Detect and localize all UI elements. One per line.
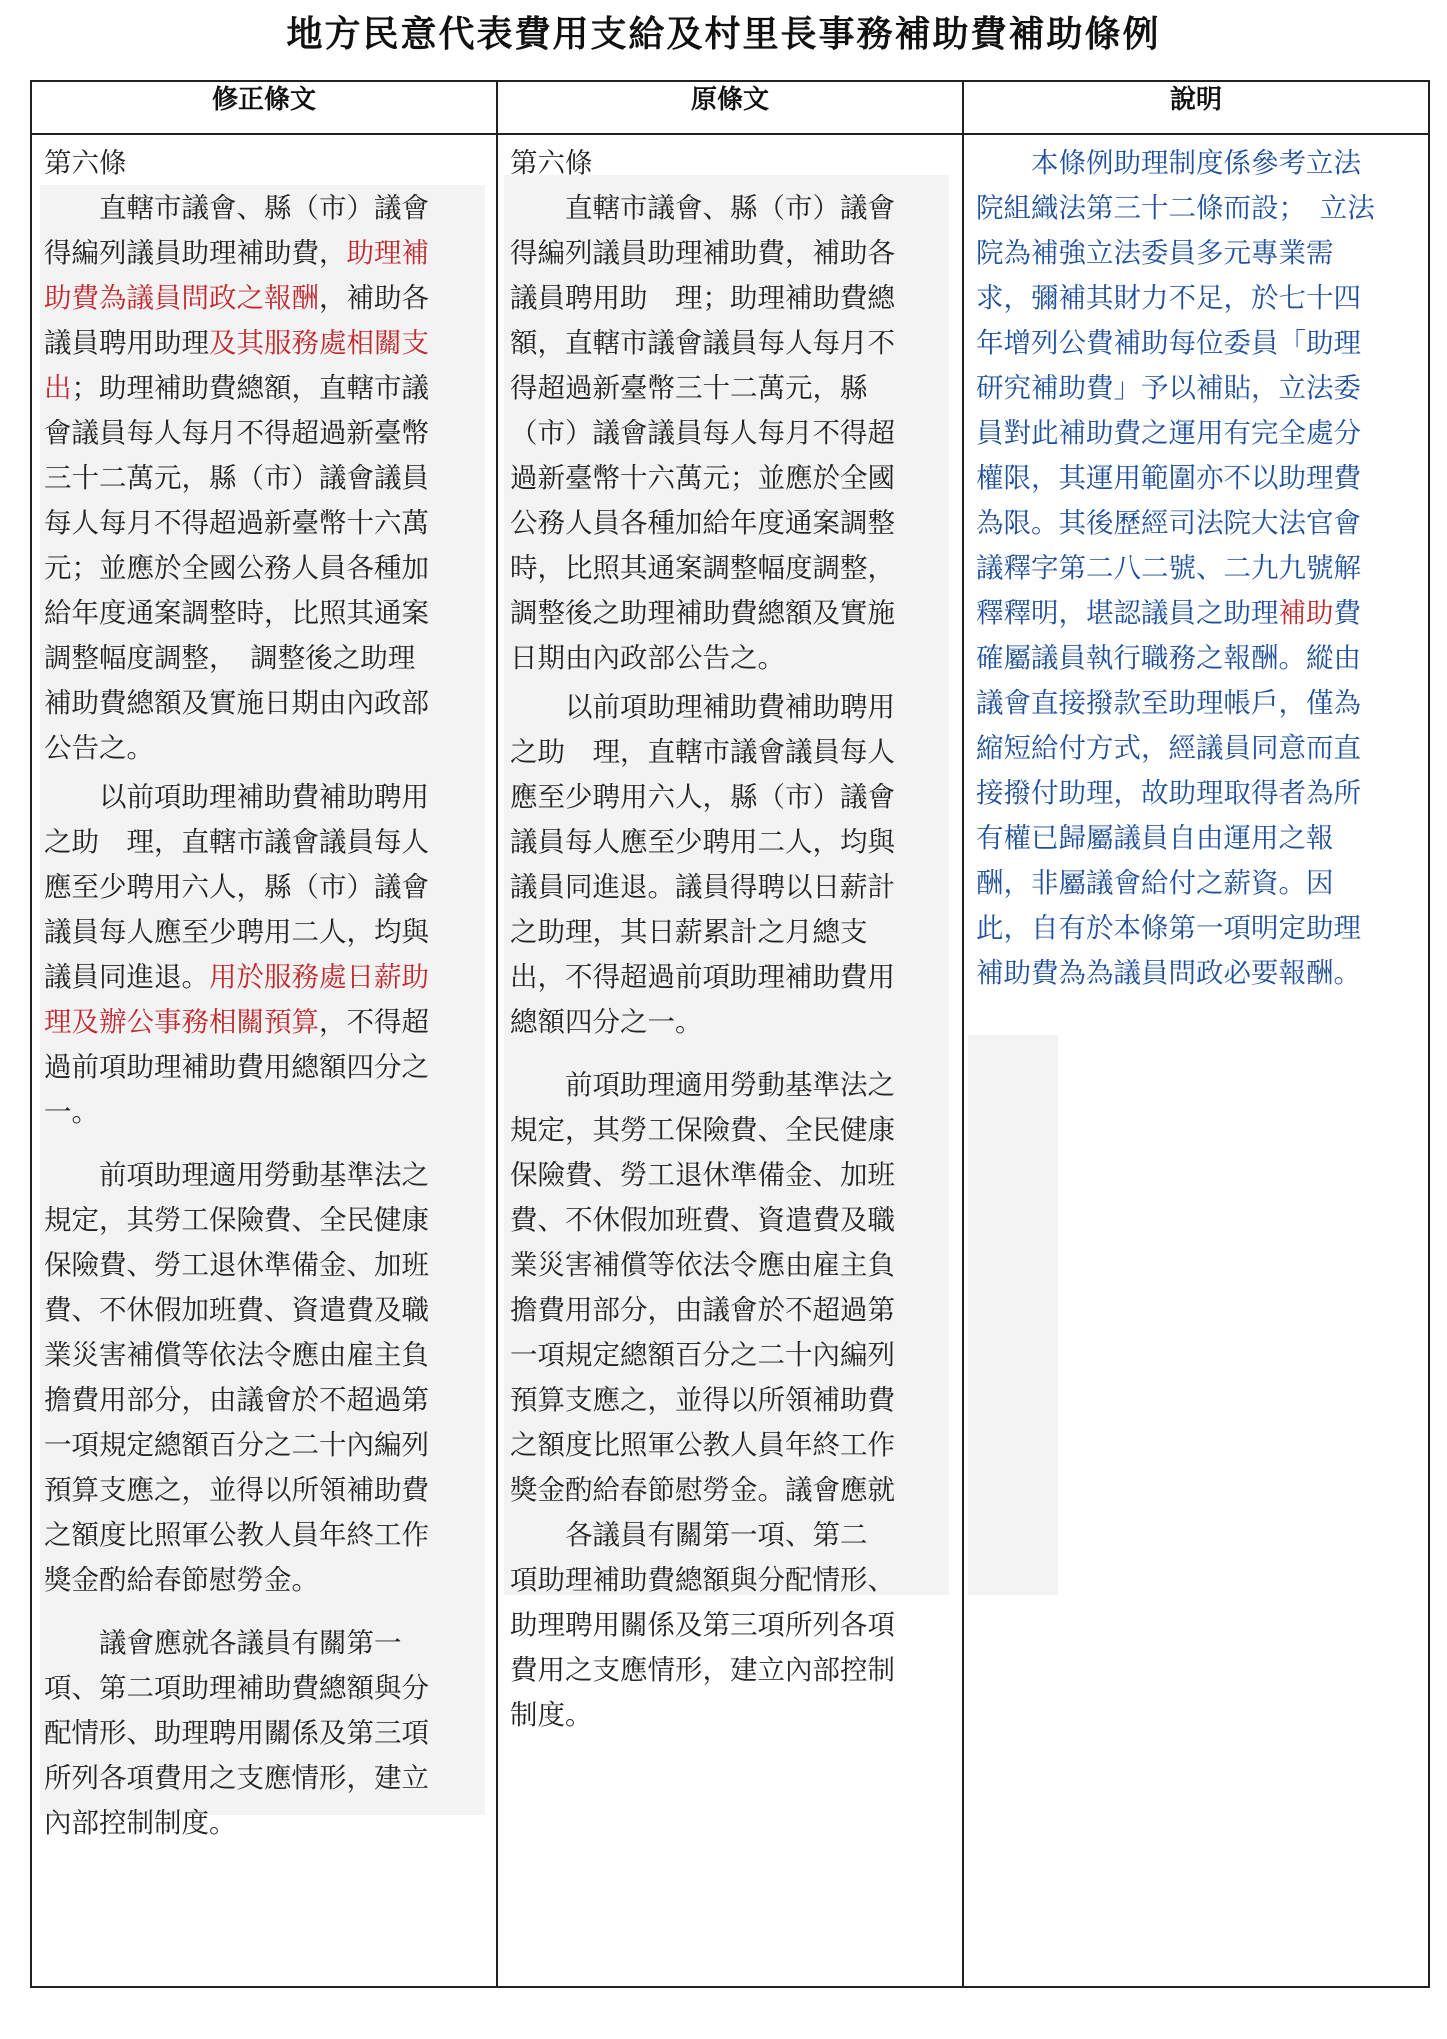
amendment-highlight: 用於服務處日薪助 (209, 961, 429, 993)
table-header-row (32, 82, 1428, 135)
text-line: 為限。其後歷經司法院大法官會 (976, 507, 1361, 539)
text-line: 釋釋明，堪認議員之助理補助費 (976, 597, 1361, 629)
text-line: 公告之。 (44, 732, 154, 764)
text-line: 應至少聘用六人，縣（市）議會 (44, 871, 429, 903)
text-line: 以前項助理補助費補助聘用 (510, 691, 895, 723)
text-line: 應至少聘用六人，縣（市）議會 (510, 781, 895, 813)
text-line: 每人每月不得超過新臺幣十六萬 (44, 507, 429, 539)
text-line: 直轄市議會、縣（市）議會 (44, 192, 429, 224)
text-line: 之額度比照軍公教人員年終工作 (44, 1519, 429, 1551)
text-line: 得編列議員助理補助費，補助各 (510, 237, 895, 269)
text-line: 議會應就各議員有關第一 (44, 1627, 402, 1659)
text-line: 之額度比照軍公教人員年終工作 (510, 1429, 895, 1461)
text-line: 配情形、助理聘用關係及第三項 (44, 1717, 429, 1749)
text-line: 各議員有關第一項、第二 (510, 1519, 868, 1551)
text-line: 之助 理，直轄市議會議員每人 (44, 826, 429, 858)
text-line: 預算支應之，並得以所領補助費 (510, 1384, 895, 1416)
text-line: 元；並應於全國公務人員各種加 (44, 552, 429, 584)
text-line: 議員聘用助 理；助理補助費總 (510, 282, 895, 314)
text-line: 研究補助費」予以補貼，立法委 (976, 372, 1361, 404)
text-line: 調整後之助理補助費總額及實施 (510, 597, 895, 629)
text-line: 業災害補償等依法令應由雇主負 (44, 1339, 429, 1371)
text-line: 規定，其勞工保險費、全民健康 (44, 1204, 429, 1236)
text-line: 規定，其勞工保險費、全民健康 (510, 1114, 895, 1146)
amendment-highlight: 補助 (1278, 597, 1334, 629)
text-line: 額，直轄市議會議員每人每月不 (510, 327, 895, 359)
text-line: 之助 理，直轄市議會議員每人 (510, 736, 895, 768)
text-line: 補助費為為議員問政必要報酬。 (976, 957, 1361, 989)
text-line: 項助理補助費總額與分配情形、 (510, 1564, 895, 1596)
text-line: 議釋字第二八二號、二九九號解 (976, 552, 1361, 584)
text-line: 內部控制制度。 (44, 1807, 237, 1839)
text-line: 預算支應之，並得以所領補助費 (44, 1474, 429, 1506)
text-line: 業災害補償等依法令應由雇主負 (510, 1249, 895, 1281)
text-line: 議員同進退。議員得聘以日薪計 (510, 871, 895, 903)
amendment-highlight: 助理補 (346, 237, 429, 269)
article-number: 第六條 (44, 147, 127, 179)
text-line: 酬，非屬議會給付之薪資。因 (976, 867, 1334, 899)
text-line: 得超過新臺幣三十二萬元，縣 (510, 372, 868, 404)
text-line: 得編列議員助理補助費，助理補 (44, 237, 429, 269)
header-amended: 修正條文 (211, 85, 316, 115)
text-line: 一項規定總額百分之二十內編列 (44, 1429, 429, 1461)
text-line: 調整幅度調整， 調整後之助理 (44, 642, 416, 674)
text-line: 出；助理補助費總額，直轄市議 (44, 372, 429, 404)
text-line: 權限，其運用範圍亦不以助理費 (976, 462, 1361, 494)
text-line: 時，比照其通案調整幅度調整， (510, 552, 895, 584)
text-line: 費、不休假加班費、資遣費及職 (510, 1204, 895, 1236)
text-line: 獎金酌給春節慰勞金。 (44, 1564, 319, 1596)
text-line: 議員每人應至少聘用二人，均與 (510, 826, 895, 858)
text-line: 擔費用部分，由議會於不超過第 (44, 1384, 429, 1416)
original-text-cell (498, 135, 962, 1986)
text-line: 獎金酌給春節慰勞金。議會應就 (510, 1474, 895, 1506)
text-line: 助理聘用關係及第三項所列各項 (510, 1609, 895, 1641)
text-line: 縮短給付方式，經議員同意而直 (976, 732, 1361, 764)
text-line: 擔費用部分，由議會於不超過第 (510, 1294, 895, 1326)
text-line: 院為補強立法委員多元專業需 (976, 237, 1334, 269)
amendment-highlight: 理及辦公事務相關預算 (44, 1006, 319, 1038)
explanation-text (976, 141, 1375, 996)
text-line: 理及辦公事務相關預算，不得超 (44, 1006, 429, 1038)
text-line: 給年度通案調整時，比照其通案 (44, 597, 429, 629)
text-line: 本條例助理制度係參考立法 (976, 147, 1361, 179)
text-line: （市）議會議員每人每月不得超 (510, 417, 895, 449)
text-line: 直轄市議會、縣（市）議會 (510, 192, 895, 224)
text-line: 制度。 (510, 1699, 593, 1731)
text-line: 出，不得超過前項助理補助費用 (510, 961, 895, 993)
text-line: 接撥付助理，故助理取得者為所 (976, 777, 1361, 809)
text-line: 之助理，其日薪累計之月總支 (510, 916, 868, 948)
explanation-text-cell (964, 135, 1428, 1986)
text-line: 公務人員各種加給年度通案調整 (510, 507, 895, 539)
text-line: 一項規定總額百分之二十內編列 (510, 1339, 895, 1371)
text-line: 員對此補助費之運用有完全處分 (976, 417, 1361, 449)
comparison-table (30, 80, 1430, 1988)
text-line: 議員同進退。用於服務處日薪助 (44, 961, 429, 993)
text-line: 費、不休假加班費、資遣費及職 (44, 1294, 429, 1326)
text-line: 確屬議員執行職務之報酬。縱由 (976, 642, 1361, 674)
text-line: 此，自有於本條第一項明定助理 (976, 912, 1361, 944)
text-line: 有權已歸屬議員自由運用之報 (976, 822, 1334, 854)
text-line: 院組織法第三十二條而設； 立法 (976, 192, 1375, 224)
text-line: 補助費總額及實施日期由內政部 (44, 687, 429, 719)
text-line: 過新臺幣十六萬元；並應於全國 (510, 462, 895, 494)
original-text (510, 141, 895, 1738)
amendment-highlight: 出 (44, 372, 72, 404)
text-line: 保險費、勞工退休準備金、加班 (44, 1249, 429, 1281)
text-line: 會議員每人每月不得超過新臺幣 (44, 417, 429, 449)
amendment-highlight: 助費為議員問政之報酬 (44, 282, 319, 314)
text-line: 求，彌補其財力不足，於七十四 (976, 282, 1361, 314)
text-line: 助費為議員問政之報酬，補助各 (44, 282, 429, 314)
text-line: 前項助理適用勞動基準法之 (510, 1069, 895, 1101)
text-line: 三十二萬元，縣（市）議會議員 (44, 462, 429, 494)
text-line: 以前項助理補助費補助聘用 (44, 781, 429, 813)
article-number: 第六條 (510, 147, 593, 179)
header-explanation: 說明 (1169, 85, 1222, 115)
text-line: 議員每人應至少聘用二人，均與 (44, 916, 429, 948)
text-line: 費用之支應情形，建立內部控制 (510, 1654, 895, 1686)
header-original: 原條文 (690, 85, 769, 115)
text-line: 總額四分之一。 (510, 1006, 703, 1038)
text-line: 一。 (44, 1096, 99, 1128)
amended-text-cell (32, 135, 496, 1986)
text-line: 項、第二項助理補助費總額與分 (44, 1672, 429, 1704)
amended-text (44, 141, 429, 1846)
text-line: 議會直接撥款至助理帳戶，僅為 (976, 687, 1361, 719)
amendment-highlight: 及其服務處相關支 (209, 327, 429, 359)
text-line: 所列各項費用之支應情形，建立 (44, 1762, 429, 1794)
text-line: 保險費、勞工退休準備金、加班 (510, 1159, 895, 1191)
document-title: 地方民意代表費用支給及村里長事務補助費補助條例 (286, 14, 1161, 55)
text-line: 年增列公費補助每位委員「助理 (976, 327, 1361, 359)
text-line: 日期由內政部公告之。 (510, 642, 785, 674)
text-line: 前項助理適用勞動基準法之 (44, 1159, 429, 1191)
text-line: 過前項助理補助費用總額四分之 (44, 1051, 429, 1083)
explanation-shading (968, 1035, 1058, 1595)
text-line: 議員聘用助理及其服務處相關支 (44, 327, 429, 359)
